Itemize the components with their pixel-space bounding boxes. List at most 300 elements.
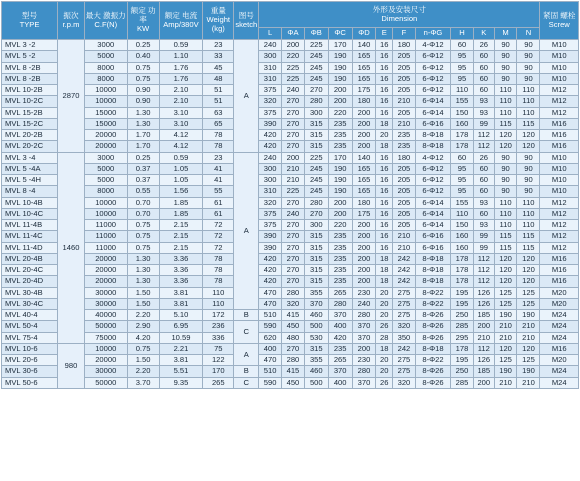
screw-cell: M12 [540,96,579,107]
spec-cell: 10.59 [159,332,203,343]
spec-cell: 0.75 [127,220,159,231]
dimension-cell: 240 [282,85,305,96]
dimension-cell: 120 [494,276,517,287]
spec-cell: 4.12 [159,130,203,141]
dimension-cell: 400 [328,321,352,332]
dimension-cell: 6-Φ16 [415,118,450,129]
dimension-cell: 26 [376,321,393,332]
dimension-cell: 165 [352,163,376,174]
model-cell: MVL 5 -4A [2,163,58,174]
dimension-cell: 205 [393,197,416,208]
dimension-cell: 220 [328,107,352,118]
spec-cell: 5000 [84,175,127,186]
dimension-cell: 240 [259,40,282,51]
spec-cell: 10000 [84,85,127,96]
dimension-cell: 4-Φ12 [415,40,450,51]
sketch-cell: C [234,377,259,388]
dimension-cell: 225 [304,40,328,51]
dimension-cell: 300 [304,107,328,118]
spec-cell: 0.25 [127,152,159,163]
dimension-cell: 90 [494,51,517,62]
dimension-cell: 200 [352,130,376,141]
dimension-cell: 210 [494,321,517,332]
dimension-cell: 190 [494,366,517,377]
dimension-cell: 90 [517,40,540,51]
dimension-cell: 120 [494,141,517,152]
spec-cell: 0.37 [127,175,159,186]
dimension-cell: 8-Φ18 [415,141,450,152]
table-row [2,62,579,73]
dimension-cell: 115 [494,231,517,242]
dimension-cell: 200 [352,265,376,276]
dimension-cell: 350 [393,332,416,343]
dimension-cell: 90 [494,186,517,197]
spec-cell: 0.75 [127,73,159,84]
dimension-cell: 300 [259,163,282,174]
dimension-cell: 230 [352,355,376,366]
dimension-cell: 270 [282,118,305,129]
dimension-cell: 200 [328,208,352,219]
dimension-cell: 90 [494,73,517,84]
table-row [2,208,579,219]
dimension-cell: 200 [282,152,305,163]
spec-cell: 75 [203,343,234,354]
dimension-cell: 265 [328,287,352,298]
dimension-cell: 112 [473,130,494,141]
spec-cell: 0.75 [127,62,159,73]
dimension-cell: 225 [304,152,328,163]
dimension-cell: 200 [352,343,376,354]
table-row [2,73,579,84]
table-row [2,332,579,343]
table-row [2,242,579,253]
dimension-cell: 115 [517,242,540,253]
spec-cell: 30000 [84,298,127,309]
dimension-cell: 400 [328,377,352,388]
dimension-cell: 245 [304,175,328,186]
dimension-cell: 6-Φ14 [415,220,450,231]
spec-cell: 10000 [84,208,127,219]
dimension-cell: 190 [328,175,352,186]
model-cell: MVL 10-4B [2,197,58,208]
dimension-cell: 310 [259,62,282,73]
table-row [2,118,579,129]
dimension-cell: 235 [328,343,352,354]
spec-cell: 122 [203,355,234,366]
spec-cell: 9.35 [159,377,203,388]
model-cell: MVL 3 -2 [2,40,58,51]
col-force: 最大 激振力 C.F(N) [84,2,127,40]
dimension-cell: 110 [517,96,540,107]
table-row [2,231,579,242]
dimension-cell: 112 [473,265,494,276]
dimension-cell: 420 [328,332,352,343]
dimension-cell: 8-Φ22 [415,298,450,309]
dimension-cell: 205 [393,107,416,118]
table-row [2,130,579,141]
screw-cell: M10 [540,40,579,51]
dimension-cell: 16 [376,152,393,163]
spec-cell: 2.10 [159,96,203,107]
dimension-cell: 270 [282,231,305,242]
spec-cell: 265 [203,377,234,388]
dimension-cell: 210 [282,163,305,174]
dimension-cell: 415 [282,366,305,377]
model-cell: MVL 10-4C [2,208,58,219]
dimension-cell: 20 [376,287,393,298]
dimension-cell: 460 [304,366,328,377]
spec-cell: 78 [203,141,234,152]
spec-cell: 30000 [84,287,127,298]
dimension-cell: 235 [328,118,352,129]
dimension-cell: 320 [393,321,416,332]
spec-cell: 20000 [84,355,127,366]
dimension-cell: 320 [259,96,282,107]
spec-cell: 1.30 [127,253,159,264]
dimension-cell: 450 [282,377,305,388]
dimension-cell: 370 [328,310,352,321]
dimension-cell: 95 [451,163,474,174]
spec-cell: 3.10 [159,118,203,129]
dimension-cell: 310 [259,73,282,84]
dimension-cell: 180 [393,152,416,163]
dimension-cell: 245 [304,62,328,73]
dimension-cell: 90 [517,62,540,73]
dimension-cell: 8-Φ18 [415,343,450,354]
dimension-cell: 200 [352,141,376,152]
dimension-cell: 178 [451,253,474,264]
dimension-cell: 400 [259,343,282,354]
dimension-cell: 110 [494,96,517,107]
dimension-cell: 235 [328,276,352,287]
model-cell: MVL 8 -4 [2,186,58,197]
spec-cell: 78 [203,253,234,264]
table-row [2,85,579,96]
dimension-cell: 180 [352,96,376,107]
dimension-cell: 250 [451,310,474,321]
screw-cell: M20 [540,355,579,366]
dimension-cell: 210 [494,377,517,388]
dimension-cell: 150 [451,220,474,231]
dimension-cell: 90 [494,152,517,163]
dimension-cell: 270 [282,130,305,141]
dimension-cell: 16 [376,186,393,197]
dimension-cell: 205 [393,51,416,62]
dimension-cell: 195 [451,287,474,298]
dimension-cell: 120 [517,343,540,354]
dimension-cell: 390 [259,118,282,129]
col-dim-header: F [393,28,416,40]
rpm-cell: 1460 [58,152,85,343]
spec-cell: 78 [203,130,234,141]
screw-cell: M10 [540,152,579,163]
spec-cell: 1.05 [159,175,203,186]
spec-cell: 23 [203,40,234,51]
spec-cell: 8000 [84,186,127,197]
dimension-cell: 210 [473,332,494,343]
dimension-cell: 245 [304,163,328,174]
dimension-cell: 140 [352,152,376,163]
spec-cell: 78 [203,276,234,287]
col-dim-header: ΦA [282,28,305,40]
dimension-cell: 280 [282,355,305,366]
spec-cell: 10000 [84,197,127,208]
dimension-cell: 320 [393,377,416,388]
table-row [2,163,579,174]
dimension-cell: 240 [282,208,305,219]
dimension-cell: 8-Φ18 [415,265,450,276]
dimension-cell: 205 [393,175,416,186]
spec-cell: 8000 [84,62,127,73]
dimension-cell: 170 [328,40,352,51]
dimension-cell: 6-Φ14 [415,96,450,107]
dimension-cell: 6-Φ12 [415,163,450,174]
dimension-cell: 285 [451,321,474,332]
dimension-cell: 6-Φ12 [415,73,450,84]
spec-cell: 3.70 [127,377,159,388]
dimension-cell: 8-Φ26 [415,321,450,332]
spec-table [1,1,579,389]
dimension-cell: 190 [328,186,352,197]
spec-cell: 3000 [84,152,127,163]
dimension-cell: 16 [376,96,393,107]
dimension-cell: 245 [304,51,328,62]
spec-cell: 1.85 [159,197,203,208]
dimension-cell: 60 [473,85,494,96]
screw-cell: M24 [540,366,579,377]
screw-cell: M16 [540,130,579,141]
dimension-cell: 165 [352,186,376,197]
dimension-cell: 230 [352,287,376,298]
screw-cell: M16 [540,265,579,276]
table-row [2,377,579,388]
dimension-cell: 90 [517,73,540,84]
spec-cell: 3.36 [159,253,203,264]
model-cell: MVL 20-2B [2,130,58,141]
dimension-cell: 180 [352,197,376,208]
dimension-cell: 16 [376,220,393,231]
dimension-cell: 60 [473,163,494,174]
sketch-cell: A [234,40,259,153]
spec-cell: 45 [203,62,234,73]
dimension-cell: 60 [473,51,494,62]
col-dim-header: ΦD [352,28,376,40]
model-cell: MVL 3 -4 [2,152,58,163]
dimension-cell: 270 [282,107,305,118]
dimension-cell: 112 [473,253,494,264]
dimension-cell: 315 [304,231,328,242]
dimension-cell: 95 [451,73,474,84]
dimension-cell: 60 [451,152,474,163]
dimension-cell: 95 [451,62,474,73]
dimension-cell: 242 [393,343,416,354]
dimension-cell: 225 [282,73,305,84]
dimension-cell: 370 [328,366,352,377]
dimension-cell: 300 [259,51,282,62]
model-cell: MVL 50-6 [2,377,58,388]
dimension-cell: 180 [393,40,416,51]
dimension-cell: 178 [451,141,474,152]
spec-cell: 4.12 [159,141,203,152]
dimension-cell: 6-Φ12 [415,85,450,96]
spec-cell: 0.90 [127,85,159,96]
spec-cell: 11000 [84,242,127,253]
dimension-cell: 6-Φ16 [415,231,450,242]
screw-cell: M16 [540,276,579,287]
dimension-cell: 275 [393,310,416,321]
spec-cell: 65 [203,118,234,129]
dimension-cell: 18 [376,141,393,152]
dimension-cell: 205 [393,220,416,231]
sketch-cell: B [234,366,259,377]
model-cell: MVL 11-4B [2,220,58,231]
spec-cell: 61 [203,197,234,208]
spec-cell: 0.75 [127,242,159,253]
dimension-cell: 4-Φ12 [415,152,450,163]
screw-cell: M10 [540,51,579,62]
model-cell: MVL 20-4C [2,265,58,276]
dimension-cell: 120 [517,141,540,152]
col-dim-header: N [517,28,540,40]
dimension-cell: 93 [473,197,494,208]
spec-cell: 1.50 [127,355,159,366]
model-cell: MVL 10-2C [2,96,58,107]
dimension-cell: 6-Φ14 [415,197,450,208]
dimension-cell: 270 [282,141,305,152]
dimension-cell: 120 [517,253,540,264]
dimension-cell: 205 [393,208,416,219]
dimension-cell: 210 [282,175,305,186]
dimension-cell: 510 [259,366,282,377]
dimension-cell: 165 [352,51,376,62]
dimension-cell: 310 [259,186,282,197]
spec-cell: 1.05 [159,163,203,174]
dimension-cell: 125 [517,287,540,298]
dimension-cell: 590 [259,321,282,332]
dimension-cell: 20 [376,310,393,321]
spec-cell: 3.81 [159,355,203,366]
dimension-cell: 16 [376,62,393,73]
model-cell: MVL 10-2B [2,85,58,96]
dimension-cell: 90 [517,51,540,62]
dimension-cell: 18 [376,118,393,129]
dimension-cell: 270 [282,220,305,231]
dimension-cell: 170 [328,152,352,163]
screw-cell: M24 [540,321,579,332]
screw-cell: M24 [540,310,579,321]
rpm-cell: 980 [58,343,85,388]
dimension-cell: 16 [376,197,393,208]
dimension-cell: 110 [451,85,474,96]
dimension-cell: 210 [517,321,540,332]
dimension-cell: 115 [517,118,540,129]
dimension-cell: 275 [393,298,416,309]
dimension-cell: 185 [473,310,494,321]
dimension-cell: 155 [451,96,474,107]
screw-cell: M16 [540,141,579,152]
dimension-cell: 125 [494,287,517,298]
dimension-cell: 390 [259,231,282,242]
table-row [2,175,579,186]
dimension-cell: 60 [473,208,494,219]
dimension-cell: 240 [259,152,282,163]
dimension-cell: 178 [451,343,474,354]
spec-cell: 3000 [84,40,127,51]
dimension-cell: 220 [328,220,352,231]
spec-cell: 50000 [84,321,127,332]
spec-cell: 33 [203,51,234,62]
dimension-cell: 200 [352,231,376,242]
spec-cell: 11000 [84,231,127,242]
screw-cell: M12 [540,231,579,242]
spec-cell: 72 [203,231,234,242]
dimension-cell: 8-Φ26 [415,377,450,388]
table-row [2,197,579,208]
dimension-cell: 6-Φ12 [415,175,450,186]
table-row [2,253,579,264]
model-cell: MVL 8 -2B [2,62,58,73]
spec-cell: 8000 [84,73,127,84]
dimension-cell: 275 [393,366,416,377]
spec-cell: 61 [203,208,234,219]
dimension-cell: 200 [352,118,376,129]
col-dimension: 外形及安装尺寸 Dimension [259,2,540,28]
screw-cell: M10 [540,62,579,73]
dimension-cell: 240 [352,298,376,309]
col-rpm: 振次 r.p.m [58,2,85,40]
dimension-cell: 200 [328,197,352,208]
dimension-cell: 8-Φ26 [415,332,450,343]
dimension-cell: 235 [328,242,352,253]
dimension-cell: 242 [393,276,416,287]
dimension-cell: 235 [328,265,352,276]
col-screw: 紧固 螺栓 Screw [540,2,579,40]
spec-cell: 41 [203,175,234,186]
dimension-cell: 205 [393,186,416,197]
dimension-cell: 415 [282,310,305,321]
dimension-cell: 110 [451,208,474,219]
dimension-cell: 300 [259,175,282,186]
sketch-cell: A [234,343,259,366]
dimension-cell: 115 [494,242,517,253]
dimension-cell: 205 [393,163,416,174]
spec-cell: 1.30 [127,107,159,118]
dimension-cell: 110 [517,208,540,219]
spec-cell: 3.81 [159,298,203,309]
dimension-cell: 315 [304,343,328,354]
dimension-cell: 110 [517,220,540,231]
dimension-cell: 185 [473,366,494,377]
dimension-cell: 370 [352,332,376,343]
spec-cell: 2.20 [127,310,159,321]
spec-cell: 63 [203,107,234,118]
screw-cell: M12 [540,208,579,219]
dimension-cell: 110 [494,220,517,231]
spec-cell: 0.75 [127,231,159,242]
dimension-cell: 178 [451,130,474,141]
model-cell: MVL 20-4B [2,253,58,264]
dimension-cell: 265 [328,355,352,366]
dimension-cell: 500 [304,321,328,332]
table-row [2,355,579,366]
dimension-cell: 220 [282,51,305,62]
dimension-cell: 90 [494,62,517,73]
dimension-cell: 8-Φ26 [415,366,450,377]
dimension-cell: 125 [517,355,540,366]
spec-cell: 336 [203,332,234,343]
dimension-cell: 242 [393,253,416,264]
dimension-cell: 210 [494,332,517,343]
